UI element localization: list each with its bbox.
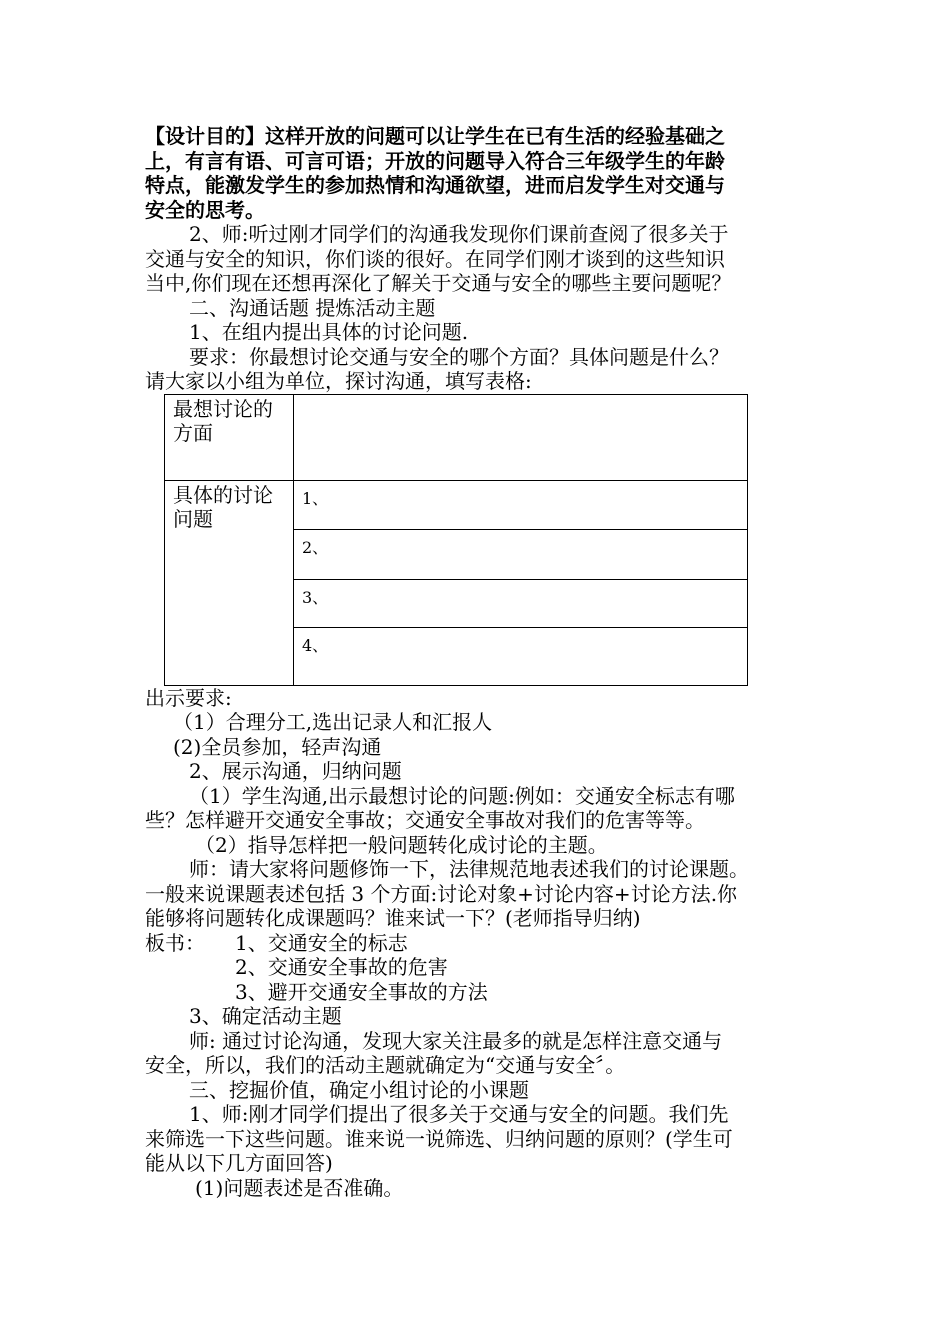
blackboard-row-1 [145,931,810,956]
teacher-line-1: 师：请大家将问题修饰一下，法律规范地表述我们的讨论课题。 [189,857,749,881]
design-purpose-line-1: 【设计目的】这样开放的问题可以让学生在已有生活的经验基础之 [145,124,725,148]
design-purpose-line-4: 安全的思考。 [145,197,265,222]
step-3-heading: 3、确定活动主题 [189,1004,342,1028]
teacher-line-3: 能够将问题转化成课题吗？谁来试一下？(老师指导归纳) [145,906,641,930]
show-requirements-heading: 出示要求: [145,685,232,710]
teacher-line-8: 能从以下几方面回答) [145,1151,333,1175]
table-question-2: 2、 [294,529,748,579]
table-question-1: 1、 [294,480,748,529]
section-3-heading: 三、挖掘价值，确定小组讨论的小课题 [189,1077,529,1102]
step-2-heading: 2、展示沟通，归纳问题 [189,759,402,783]
blackboard-item-3: 3、避开交通安全事故的方法 [235,979,488,1004]
blackboard-label: 板书： [145,930,205,955]
step-2a-line-2: 些？怎样避开交通安全事故；交通安全事故对我们的危害等等。 [145,808,705,832]
table-cell-aspect-value [294,394,748,480]
document-page [145,124,810,1200]
requirement-line-2: 请大家以小组为单位，探讨沟通，填写表格: [145,369,532,393]
design-purpose-line-3: 特点，能激发学生的参加热情和沟通欲望，进而启发学生对交通与 [145,173,725,197]
teacher-line-7: 来筛选一下这些问题。谁来说一说筛选、归纳问题的原则？(学生可 [145,1126,733,1151]
principle-item-1: (1)问题表述是否准确。 [195,1175,404,1200]
teacher-line-6: 1、师:刚才同学们提出了很多关于交通与安全的问题。我们先 [189,1102,729,1126]
section-2-heading: 二、沟通话题 提炼活动主题 [189,295,436,320]
discussion-table [164,394,748,686]
teacher-line-5: 安全，所以，我们的活动主题就确定为“交通与安全〞。 [145,1053,626,1077]
blackboard-item-2: 2、交通安全事故的危害 [235,955,448,979]
requirement-line-1: 要求：你最想讨论交通与安全的哪个方面？具体问题是什么？ [189,344,729,369]
blackboard-item-1: 1、交通安全的标志 [235,930,408,955]
step-2a-line-1: （1）学生沟通,出示最想讨论的问题:例如：交通安全标志有哪 [189,783,735,808]
step-1-heading: 1、在组内提出具体的讨论问题. [189,320,469,344]
table-question-4: 4、 [294,627,748,685]
teacher-line-4: 师: 通过讨论沟通，发现大家关注最多的就是怎样注意交通与 [189,1028,723,1053]
teacher-question-line-1: 2、师:听过刚才同学们的沟通我发现你们课前查阅了很多关于 [189,222,729,246]
table-question-3: 3、 [294,579,748,627]
table-label-questions: 具体的讨论问题 [165,480,294,685]
table-label-aspect: 最想讨论的方面 [165,394,294,480]
design-purpose-line-2: 上，有言有语、可言可语；开放的问题导入符合三年级学生的年龄 [145,148,725,173]
teacher-question-line-3: 当中,你们现在还想再深化了解关于交通与安全的哪些主要问题呢？ [145,271,732,295]
requirement-item-1: （1）合理分工,选出记录人和汇报人 [173,710,493,734]
step-2b-line: （2）指导怎样把一般问题转化成讨论的主题。 [195,832,608,857]
teacher-question-line-2: 交通与安全的知识，你们谈的很好。在同学们刚才谈到的这些知识 [145,246,725,271]
teacher-line-2: 一般来说课题表述包括 3 个方面:讨论对象+讨论内容+讨论方法.你 [145,881,738,906]
requirement-item-2: (2)全员参加，轻声沟通 [173,734,382,759]
